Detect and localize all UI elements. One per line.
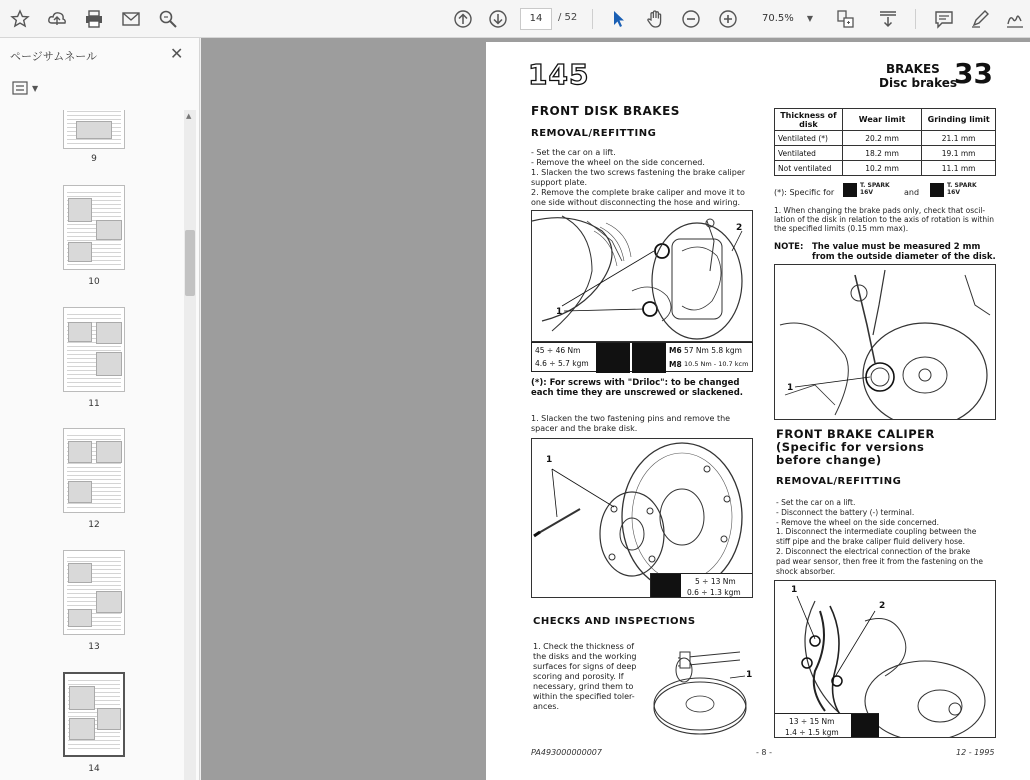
- document-viewport: [201, 38, 1030, 780]
- callout-1: 1: [746, 670, 753, 680]
- pointer-icon[interactable]: [606, 7, 630, 31]
- search-icon[interactable]: [156, 7, 180, 31]
- thumbnail-label: 11: [88, 399, 100, 409]
- table-header: Thickness of disk: [775, 109, 843, 131]
- sidebar-scrollbar-thumb[interactable]: [185, 230, 195, 296]
- torque-kgm: 4.6 ÷ 5.7 kgm: [535, 359, 589, 368]
- toolbar: [0, 0, 1030, 38]
- thumbnail-label: 13: [88, 642, 100, 652]
- torque-spec-caliper: [531, 342, 753, 372]
- specific-for-text: (*): Specific for: [774, 188, 835, 197]
- table-header: Grinding limit: [922, 109, 996, 131]
- model-logo: 145: [528, 58, 590, 91]
- hand-icon[interactable]: [643, 7, 667, 31]
- torque-spec-caliper-hose: [775, 713, 879, 738]
- torque-nm: 5 ÷ 13 Nm: [695, 577, 736, 586]
- wrench-icon: [632, 343, 666, 373]
- checks-text: 1. Check the thickness of the disks and the working surfaces for signs of deep scoring and porosity. If necessary, grind them to within the specified toler- ances.: [533, 642, 637, 711]
- next-page-icon[interactable]: [486, 7, 510, 31]
- chevron-down-icon: ▼: [32, 83, 39, 93]
- callout-1: 1: [787, 383, 794, 393]
- driloc-note: (*): For screws with "Driloc": to be changed each time they are unscrewed or slackened.: [531, 378, 744, 398]
- caliper-removal-steps: - Set the car on a lift. - Disconnect the battery (-) terminal. - Remove the wheel on the side concerned. 1. Disconnect the intermediate coupling between the stiff pipe and the brake caliper fluid delivery hose. 2. Disconnect the electrical connection of the brake pad wear sensor, then free it from the fastening on the shock absorber.: [776, 498, 983, 576]
- torque-m6-label: M6: [669, 346, 682, 355]
- header-brakes: BRAKES: [886, 62, 940, 76]
- figure-brake-disk: [531, 438, 753, 598]
- figure-dial-gauge: [774, 264, 996, 420]
- thumbnail-page[interactable]: [63, 428, 125, 513]
- sidebar-scrollbar[interactable]: [184, 110, 196, 780]
- thumbnail-page[interactable]: [63, 307, 125, 392]
- footer-doc-code: PA493000000007: [531, 748, 602, 757]
- upload-icon[interactable]: [45, 7, 69, 31]
- removal-steps: - Set the car on a lift. - Remove the wheel on the side concerned. 1. Slacken the two screws fastening the brake caliper support plate. 2. Remove the complete brake caliper and move it to one side without disconnecting the hose and wiring.: [531, 148, 746, 207]
- torque-kgm: 0.6 ÷ 1.3 kgm: [687, 588, 741, 597]
- table-header: Wear limit: [842, 109, 921, 131]
- prev-page-icon[interactable]: [451, 7, 475, 31]
- zoom-out-icon[interactable]: [679, 7, 703, 31]
- spark-label-1: T. SPARK 16V: [860, 182, 890, 196]
- thumbnail-list: [0, 110, 182, 780]
- thumbnail-sidebar: [0, 38, 200, 780]
- mail-icon[interactable]: [119, 7, 143, 31]
- torque-kgm: 1.4 ÷ 1.5 kgm: [785, 728, 839, 737]
- table-row: Not ventilated 10.2 mm 11.1 mm: [775, 161, 996, 176]
- header-disc-brakes: Disc brakes: [879, 76, 958, 90]
- zoom-select[interactable]: [757, 8, 817, 30]
- scroll-mode-icon[interactable]: [876, 7, 900, 31]
- car-badge-icon: [930, 183, 944, 197]
- footer-page-number: - 8 -: [756, 748, 772, 757]
- thumbnail-label: 12: [88, 520, 100, 530]
- thumbnail-label: 10: [88, 277, 100, 287]
- print-icon[interactable]: [82, 7, 106, 31]
- page-number-input[interactable]: 14: [520, 8, 552, 30]
- page-total: / 52: [558, 12, 578, 23]
- thumbnail-options-button[interactable]: [12, 80, 42, 96]
- close-icon[interactable]: ✕: [170, 44, 184, 63]
- header-section-number: 33: [954, 57, 993, 90]
- note-text: The value must be measured 2 mm from the outside diameter of the disk.: [812, 242, 996, 262]
- thumbnail-page[interactable]: [63, 185, 125, 270]
- callout-1: 1: [791, 585, 798, 595]
- table-row: Ventilated 18.2 mm 19.1 mm: [775, 146, 996, 161]
- wrench-icon: [851, 714, 879, 738]
- toolbar-divider: [592, 9, 593, 29]
- wrench-icon: [651, 574, 681, 598]
- comment-icon[interactable]: [932, 7, 956, 31]
- figure-caliper-hose: [774, 580, 996, 738]
- thumbnail-label: 14: [88, 764, 100, 774]
- figure-brake-caliper: [531, 210, 753, 342]
- torque-nm: 45 ÷ 46 Nm: [535, 346, 581, 355]
- chevron-down-icon: ▼: [806, 14, 813, 23]
- subsection-caliper-removal: REMOVAL/REFITTING: [776, 476, 902, 487]
- toolbar-divider: [915, 9, 916, 29]
- thumbnail-page[interactable]: [63, 550, 125, 635]
- footer-date: 12 - 1995: [956, 748, 995, 757]
- disk-thickness-table: [774, 108, 996, 176]
- sidebar-title: ページサムネール: [10, 50, 98, 63]
- section-title-front-disk-brakes: FRONT DISK BRAKES: [531, 104, 680, 118]
- torque-m6-value: 57 Nm 5.8 kgm: [684, 346, 742, 355]
- callout-2: 2: [736, 223, 743, 233]
- figure-disk-micrometer: [650, 638, 754, 738]
- and-text: and: [904, 188, 920, 197]
- section-title-front-brake-caliper: FRONT BRAKE CALIPER (Specific for versions before change): [776, 427, 935, 467]
- thumbnail-page-current[interactable]: [63, 672, 125, 757]
- zoom-in-icon[interactable]: [716, 7, 740, 31]
- pdf-page: [486, 42, 1030, 780]
- scroll-up-icon[interactable]: ▲: [186, 112, 192, 120]
- callout-1: 1: [546, 455, 553, 465]
- list-options-icon: [12, 81, 28, 95]
- callout-2: 2: [879, 601, 886, 611]
- subsection-removal-refitting: REMOVAL/REFITTING: [531, 128, 657, 139]
- page-fit-icon[interactable]: [833, 7, 857, 31]
- section-title-checks: CHECKS AND INSPECTIONS: [533, 616, 696, 627]
- disk-removal-step: 1. Slacken the two fastening pins and remove the spacer and the brake disk.: [531, 414, 731, 433]
- note-label: NOTE:: [774, 242, 804, 252]
- callout-1: 1: [556, 307, 563, 317]
- torque-m8-label: M8: [669, 360, 682, 369]
- pen-icon[interactable]: [968, 7, 992, 31]
- table-row: Ventilated (*) 20.2 mm 21.1 mm: [775, 131, 996, 146]
- thumbnail-page[interactable]: [63, 110, 125, 149]
- spark-label-2: T. SPARK 16V: [947, 182, 977, 196]
- thumbnail-label: 9: [91, 154, 97, 164]
- torque-m8-value: 10.5 Nm - 10.7 kcm: [684, 360, 749, 368]
- torque-spec-disk: [650, 573, 753, 598]
- sign-icon[interactable]: [1003, 7, 1027, 31]
- car-badge-icon: [843, 183, 857, 197]
- wrench-icon: [596, 343, 630, 373]
- pads-check-text: 1. When changing the brake pads only, check that oscil- lation of the disk in relation to the axis of rotation is within the specified limits (0.15 mm max).: [774, 206, 994, 233]
- star-icon[interactable]: [8, 7, 32, 31]
- torque-nm: 13 ÷ 15 Nm: [789, 717, 835, 726]
- zoom-value: 70.5%: [762, 13, 794, 24]
